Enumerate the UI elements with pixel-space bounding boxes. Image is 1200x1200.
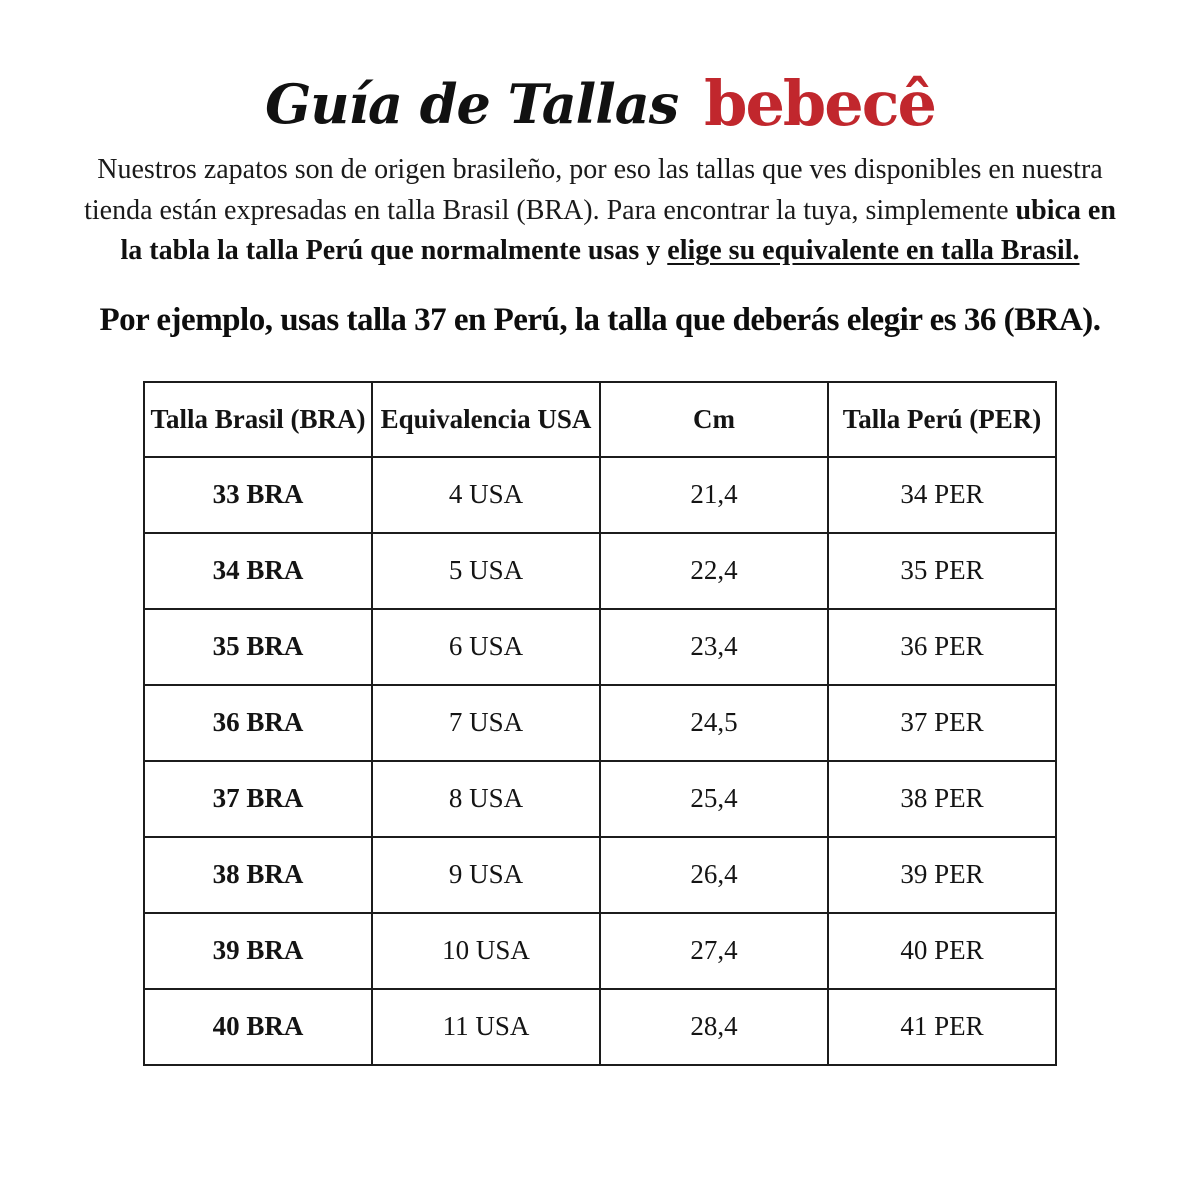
column-header-talla-brasil: Talla Brasil (BRA) (144, 382, 372, 457)
table-cell: 36 BRA (144, 685, 372, 761)
table-cell: 37 BRA (144, 761, 372, 837)
table-cell: 41 PER (828, 989, 1056, 1065)
intro-text-bold: ubica en la tabla la talla Perú que normalmente usas y (120, 194, 1116, 267)
table-cell: 35 PER (828, 533, 1056, 609)
table-cell: 22,4 (600, 533, 828, 609)
page-title: Guía de Tallas (265, 72, 679, 136)
table-row (144, 913, 1056, 989)
table-cell: 25,4 (600, 761, 828, 837)
table-cell: 34 BRA (144, 533, 372, 609)
table-cell: 6 USA (372, 609, 600, 685)
column-header-talla-peru: Talla Perú (PER) (828, 382, 1056, 457)
size-conversion-table (143, 381, 1057, 1066)
page-header (0, 67, 1200, 140)
table-cell: 27,4 (600, 913, 828, 989)
table-cell: 10 USA (372, 913, 600, 989)
table-row (144, 685, 1056, 761)
table-cell: 28,4 (600, 989, 828, 1065)
table-cell: 33 BRA (144, 457, 372, 533)
table-cell: 39 PER (828, 837, 1056, 913)
table-cell: 40 BRA (144, 989, 372, 1065)
table-cell: 8 USA (372, 761, 600, 837)
table-cell: 23,4 (600, 609, 828, 685)
column-header-equivalencia-usa: Equivalencia USA (372, 382, 600, 457)
table-row (144, 457, 1056, 533)
table-cell: 26,4 (600, 837, 828, 913)
size-table-body (144, 457, 1056, 1065)
table-cell: 24,5 (600, 685, 828, 761)
brand-logo: bebecê (704, 67, 935, 140)
intro-paragraph (78, 150, 1122, 272)
table-cell: 35 BRA (144, 609, 372, 685)
table-cell: 9 USA (372, 837, 600, 913)
intro-text-bold-underlined: elige su equivalente en talla Brasil. (667, 235, 1080, 267)
table-row (144, 989, 1056, 1065)
example-heading: Por ejemplo, usas talla 37 en Perú, la talla que deberás elegir es 36 (BRA). (99, 301, 1101, 338)
table-cell: 34 PER (828, 457, 1056, 533)
table-row (144, 533, 1056, 609)
size-table-head (144, 382, 1056, 457)
column-header-cm: Cm (600, 382, 828, 457)
table-cell: 37 PER (828, 685, 1056, 761)
table-cell: 11 USA (372, 989, 600, 1065)
table-cell: 4 USA (372, 457, 600, 533)
table-cell: 38 BRA (144, 837, 372, 913)
table-cell: 39 BRA (144, 913, 372, 989)
table-cell: 5 USA (372, 533, 600, 609)
table-row (144, 609, 1056, 685)
table-cell: 40 PER (828, 913, 1056, 989)
table-row (144, 761, 1056, 837)
table-cell: 36 PER (828, 609, 1056, 685)
table-cell: 7 USA (372, 685, 600, 761)
table-cell: 21,4 (600, 457, 828, 533)
table-row (144, 837, 1056, 913)
table-header-row (144, 382, 1056, 457)
intro-text-normal: Nuestros zapatos son de origen brasileño, por eso las tallas que ves disponibles en nuestra tienda están expresadas en talla Brasil (BRA). Para encontrar la tuya, simplemente (84, 154, 1103, 226)
table-cell: 38 PER (828, 761, 1056, 837)
